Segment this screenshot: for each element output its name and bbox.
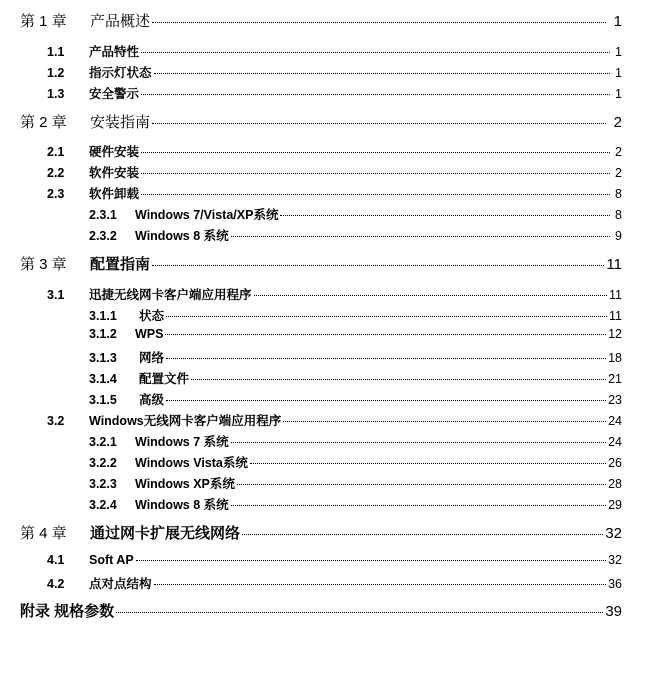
dot-leader bbox=[250, 463, 606, 464]
entry-page: 8 bbox=[615, 208, 622, 222]
entry-title: 硬件安装 bbox=[89, 145, 140, 159]
dot-leader bbox=[136, 560, 606, 561]
toc-entry[interactable] bbox=[89, 432, 622, 450]
dot-leader bbox=[166, 316, 607, 317]
dot-leader bbox=[231, 505, 606, 506]
entry-page: 11 bbox=[609, 288, 622, 302]
entry-title: Windows无线网卡客户端应用程序 bbox=[89, 414, 282, 428]
entry-title: 软件安装 bbox=[89, 166, 140, 180]
toc-entry[interactable] bbox=[47, 84, 622, 102]
entry-page: 29 bbox=[608, 498, 622, 512]
dot-leader bbox=[231, 236, 610, 237]
dot-leader bbox=[283, 421, 606, 422]
entry-title: 安全警示 bbox=[89, 87, 140, 101]
entry-title: WPS bbox=[135, 327, 164, 341]
entry-title: 软件卸载 bbox=[89, 187, 140, 201]
entry-number: 3.1 bbox=[47, 288, 65, 302]
toc-entry[interactable] bbox=[89, 348, 622, 366]
entry-number: 3.1.4 bbox=[89, 372, 117, 386]
entry-number: 1.3 bbox=[47, 87, 65, 101]
entry-page: 32 bbox=[605, 525, 622, 542]
toc-entry[interactable] bbox=[89, 453, 622, 471]
dot-leader bbox=[152, 265, 604, 266]
toc-entry[interactable] bbox=[89, 369, 622, 387]
dot-leader bbox=[116, 612, 603, 613]
entry-number: 3.1.2 bbox=[89, 327, 117, 341]
entry-title: 产品概述 bbox=[90, 13, 151, 30]
entry-page: 9 bbox=[615, 229, 622, 243]
entry-number: 4.2 bbox=[47, 577, 65, 591]
entry-page: 11 bbox=[606, 256, 622, 273]
dot-leader bbox=[141, 152, 610, 153]
toc-entry[interactable] bbox=[20, 253, 622, 274]
entry-title: 附录 规格参数 bbox=[20, 603, 115, 620]
dot-leader bbox=[141, 52, 610, 53]
entry-page: 2 bbox=[615, 166, 622, 180]
entry-number: 2.3.2 bbox=[89, 229, 117, 243]
entry-number: 3.1.5 bbox=[89, 393, 117, 407]
entry-title: Windows 8 系统 bbox=[135, 498, 229, 512]
entry-title: 点对点结构 bbox=[89, 577, 152, 591]
entry-number: 2.2 bbox=[47, 166, 65, 180]
entry-page: 24 bbox=[608, 414, 622, 428]
entry-page: 12 bbox=[608, 327, 622, 341]
toc-entry[interactable] bbox=[47, 553, 622, 567]
toc-entry[interactable] bbox=[47, 163, 622, 181]
entry-number: 第 1 章 bbox=[20, 13, 67, 30]
dot-leader bbox=[191, 379, 606, 380]
entry-title: Windows Vista系统 bbox=[135, 456, 248, 470]
dot-leader bbox=[254, 295, 608, 296]
toc-entry[interactable] bbox=[47, 285, 622, 303]
entry-number: 3.2 bbox=[47, 414, 65, 428]
entry-page: 24 bbox=[608, 435, 622, 449]
entry-number: 1.1 bbox=[47, 45, 65, 59]
entry-page: 26 bbox=[608, 456, 622, 470]
entry-number: 2.3 bbox=[47, 187, 65, 201]
entry-title: 迅捷无线网卡客户端应用程序 bbox=[89, 288, 252, 302]
entry-title: 通过网卡扩展无线网络 bbox=[90, 525, 241, 542]
entry-number: 4.1 bbox=[47, 553, 65, 567]
entry-title: Windows XP系统 bbox=[135, 477, 235, 491]
dot-leader bbox=[141, 173, 610, 174]
entry-page: 1 bbox=[615, 45, 622, 59]
entry-number: 第 3 章 bbox=[20, 256, 67, 273]
entry-title: 配置文件 bbox=[139, 372, 190, 386]
entry-title: 配置指南 bbox=[90, 256, 151, 273]
entry-number: 3.2.3 bbox=[89, 477, 117, 491]
entry-title: Windows 7/Vista/XP系统 bbox=[135, 208, 279, 222]
toc-entry[interactable] bbox=[20, 522, 622, 543]
toc-entry[interactable] bbox=[89, 495, 622, 513]
dot-leader bbox=[154, 73, 610, 74]
entry-page: 1 bbox=[613, 13, 622, 30]
toc-entry[interactable] bbox=[89, 205, 622, 223]
entry-title: Windows 8 系统 bbox=[135, 229, 229, 243]
entry-page: 11 bbox=[609, 309, 622, 323]
dot-leader bbox=[154, 584, 607, 585]
dot-leader bbox=[152, 22, 606, 23]
dot-leader bbox=[166, 358, 606, 359]
entry-number: 3.1.1 bbox=[89, 309, 117, 323]
entry-page: 1 bbox=[615, 66, 622, 80]
entry-number: 3.2.2 bbox=[89, 456, 117, 470]
entry-page: 2 bbox=[615, 145, 622, 159]
entry-number: 第 2 章 bbox=[20, 114, 67, 131]
entry-title: Soft AP bbox=[89, 553, 134, 567]
toc-entry[interactable] bbox=[89, 327, 622, 341]
entry-page: 39 bbox=[605, 603, 622, 620]
toc-entry[interactable] bbox=[47, 42, 622, 60]
dot-leader bbox=[231, 442, 606, 443]
entry-title: 网络 bbox=[139, 351, 165, 365]
entry-page: 21 bbox=[608, 372, 622, 386]
toc-entry[interactable] bbox=[47, 184, 622, 202]
entry-title: 安装指南 bbox=[90, 114, 151, 131]
entry-page: 28 bbox=[608, 477, 622, 491]
toc-entry[interactable] bbox=[47, 574, 622, 592]
entry-page: 8 bbox=[615, 187, 622, 201]
toc-entry[interactable] bbox=[89, 306, 622, 324]
dot-leader bbox=[242, 534, 603, 535]
entry-number: 3.2.4 bbox=[89, 498, 117, 512]
entry-number: 3.1.3 bbox=[89, 351, 117, 365]
dot-leader bbox=[166, 400, 606, 401]
entry-page: 23 bbox=[608, 393, 622, 407]
entry-page: 32 bbox=[608, 553, 622, 567]
toc-entry[interactable] bbox=[20, 111, 622, 132]
dot-leader bbox=[165, 334, 606, 335]
dot-leader bbox=[141, 94, 610, 95]
entry-page: 2 bbox=[613, 114, 622, 131]
toc-entry[interactable] bbox=[47, 63, 622, 81]
entry-title: 指示灯状态 bbox=[89, 66, 152, 80]
entry-number: 第 4 章 bbox=[20, 525, 67, 542]
entry-title: Windows 7 系统 bbox=[135, 435, 229, 449]
entry-page: 18 bbox=[608, 351, 622, 365]
dot-leader bbox=[237, 484, 606, 485]
toc-entry[interactable] bbox=[89, 226, 622, 244]
toc-entry[interactable] bbox=[47, 142, 622, 160]
entry-number: 2.1 bbox=[47, 145, 65, 159]
toc-entry[interactable] bbox=[89, 474, 622, 492]
dot-leader bbox=[280, 215, 610, 216]
entry-page: 36 bbox=[608, 577, 622, 591]
toc-entry-appendix[interactable] bbox=[20, 600, 622, 621]
entry-number: 1.2 bbox=[47, 66, 65, 80]
toc-entry[interactable] bbox=[20, 10, 622, 31]
toc-entry[interactable] bbox=[47, 411, 622, 429]
dot-leader bbox=[152, 123, 606, 124]
entry-number: 2.3.1 bbox=[89, 208, 117, 222]
toc-entry[interactable] bbox=[89, 390, 622, 408]
entry-title: 产品特性 bbox=[89, 45, 140, 59]
entry-title: 高级 bbox=[139, 393, 165, 407]
dot-leader bbox=[141, 194, 610, 195]
entry-number: 3.2.1 bbox=[89, 435, 117, 449]
entry-page: 1 bbox=[615, 87, 622, 101]
entry-title: 状态 bbox=[139, 309, 165, 323]
